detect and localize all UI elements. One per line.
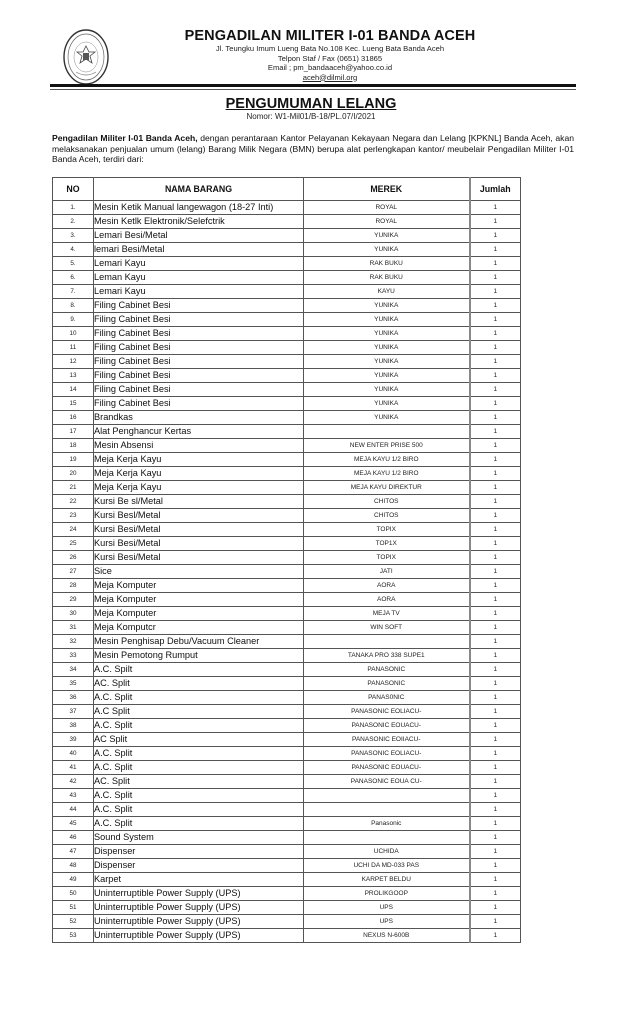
item-name: Meja Kerja Kayu (94, 467, 304, 481)
item-brand: YUNIKA (304, 355, 470, 369)
table-row (53, 467, 521, 481)
item-name: A.C. Split (94, 789, 304, 803)
table-row (53, 201, 521, 215)
row-number: 1. (53, 201, 94, 215)
item-quantity: 1 (470, 551, 521, 565)
item-name: Kursi Besi/Metal (94, 537, 304, 551)
item-brand: TOPIX (304, 523, 470, 537)
item-brand: ROYAL (304, 201, 470, 215)
item-quantity: 1 (470, 425, 521, 439)
item-name: Filing Cabinet Besi (94, 341, 304, 355)
item-brand: RAK BUKU (304, 271, 470, 285)
table-row (53, 453, 521, 467)
row-number: 17 (53, 425, 94, 439)
row-number: 15 (53, 397, 94, 411)
item-brand: TOPIX (304, 551, 470, 565)
table-row (53, 733, 521, 747)
item-quantity: 1 (470, 775, 521, 789)
table-row (53, 803, 521, 817)
item-brand: WIN SOFT (304, 621, 470, 635)
table-row (53, 887, 521, 901)
item-name: Filing Cabinet Besi (94, 299, 304, 313)
row-number: 45 (53, 817, 94, 831)
item-name: Filing Cabinet Besi (94, 327, 304, 341)
row-number: 49 (53, 873, 94, 887)
item-brand: KARPET BELDU (304, 873, 470, 887)
row-number: 6. (53, 271, 94, 285)
item-brand: YUNIKA (304, 299, 470, 313)
court-seal-logo-icon (62, 28, 110, 86)
item-quantity: 1 (470, 285, 521, 299)
table-row (53, 383, 521, 397)
row-number: 50 (53, 887, 94, 901)
item-quantity: 1 (470, 915, 521, 929)
row-number: 22 (53, 495, 94, 509)
table-row (53, 789, 521, 803)
header-no: NO (53, 178, 94, 201)
table-row (53, 369, 521, 383)
table-row (53, 565, 521, 579)
table-row (53, 579, 521, 593)
row-number: 27 (53, 565, 94, 579)
item-name: Mesin Ketlk Elektronik/Selefctrik (94, 215, 304, 229)
table-row (53, 761, 521, 775)
table-row (53, 915, 521, 929)
row-number: 32 (53, 635, 94, 649)
table-row (53, 285, 521, 299)
item-quantity: 1 (470, 873, 521, 887)
item-quantity: 1 (470, 327, 521, 341)
row-number: 16 (53, 411, 94, 425)
table-row (53, 257, 521, 271)
item-name: Filing Cabinet Besi (94, 397, 304, 411)
table-row (53, 327, 521, 341)
item-quantity: 1 (470, 229, 521, 243)
item-brand (304, 789, 470, 803)
item-quantity: 1 (470, 845, 521, 859)
item-name: Uninterruptible Power Supply (UPS) (94, 929, 304, 943)
item-name: Uninterruptible Power Supply (UPS) (94, 887, 304, 901)
item-brand: PANASONIC EOUACU- (304, 761, 470, 775)
header-divider-thin (50, 89, 576, 90)
row-number: 28 (53, 579, 94, 593)
item-quantity: 1 (470, 509, 521, 523)
item-quantity: 1 (470, 411, 521, 425)
organization-name: PENGADILAN MILITER I-01 BANDA ACEH (184, 28, 476, 44)
item-name: Meja Komputcr (94, 621, 304, 635)
row-number: 46 (53, 831, 94, 845)
item-quantity: 1 (470, 481, 521, 495)
items-table (52, 177, 521, 943)
row-number: 47 (53, 845, 94, 859)
row-number: 23 (53, 509, 94, 523)
row-number: 21 (53, 481, 94, 495)
item-quantity: 1 (470, 649, 521, 663)
item-quantity: 1 (470, 929, 521, 943)
table-row (53, 663, 521, 677)
row-number: 33 (53, 649, 94, 663)
table-row (53, 551, 521, 565)
row-number: 34 (53, 663, 94, 677)
item-quantity: 1 (470, 537, 521, 551)
row-number: 43 (53, 789, 94, 803)
item-quantity: 1 (470, 313, 521, 327)
item-quantity: 1 (470, 439, 521, 453)
row-number: 11 (53, 341, 94, 355)
item-brand: CHITOS (304, 495, 470, 509)
item-quantity: 1 (470, 453, 521, 467)
item-name: Lemari Kayu (94, 285, 304, 299)
item-quantity: 1 (470, 691, 521, 705)
table-row (53, 635, 521, 649)
item-brand: PANASONIC EOUACU- (304, 719, 470, 733)
row-number: 52 (53, 915, 94, 929)
row-number: 37 (53, 705, 94, 719)
item-quantity: 1 (470, 635, 521, 649)
intro-bold-org: Pengadilan Militer I-01 Banda Aceh, (52, 133, 198, 143)
row-number: 2. (53, 215, 94, 229)
row-number: 13 (53, 369, 94, 383)
item-name: Uninterruptible Power Supply (UPS) (94, 915, 304, 929)
item-name: AC. Split (94, 677, 304, 691)
item-brand: MEJA KAYU 1/2 BIRO (304, 453, 470, 467)
item-name: Sice (94, 565, 304, 579)
announcement-number: Nomor: W1-Mil01/B-18/PL.07/I/2021 (246, 112, 376, 121)
item-quantity: 1 (470, 621, 521, 635)
item-name: A.C. Spilt (94, 663, 304, 677)
table-row (53, 677, 521, 691)
item-quantity: 1 (470, 257, 521, 271)
item-quantity: 1 (470, 271, 521, 285)
table-row (53, 593, 521, 607)
item-brand (304, 831, 470, 845)
row-number: 5. (53, 257, 94, 271)
row-number: 42 (53, 775, 94, 789)
item-brand: MEJA TV (304, 607, 470, 621)
table-row (53, 397, 521, 411)
row-number: 38 (53, 719, 94, 733)
row-number: 51 (53, 901, 94, 915)
item-brand: UCHIDA (304, 845, 470, 859)
table-row (53, 355, 521, 369)
item-quantity: 1 (470, 803, 521, 817)
intro-text: dengan perantaraan Kantor Pelayanan Kekayaan Negara dan Lelang [KPKNL] Banda Aceh, akan melaksanakan penjualan umum (lelang) Barang Milik Negara (BMN) berupa alat perlengkapan kantor/ meubelair Pengadilan Militer I-01 Banda Aceh, terdiri dari: (52, 133, 575, 165)
row-number: 39 (53, 733, 94, 747)
table-row (53, 495, 521, 509)
item-brand: AORA (304, 593, 470, 607)
item-name: Sound System (94, 831, 304, 845)
item-brand: MEJA KAYU 1/2 BIRO (304, 467, 470, 481)
row-number: 9. (53, 313, 94, 327)
item-brand: YUNIKA (304, 369, 470, 383)
table-row (53, 509, 521, 523)
item-quantity: 1 (470, 369, 521, 383)
table-row (53, 649, 521, 663)
header-jumlah: Jumlah (470, 178, 521, 201)
item-brand: YUNIKA (304, 327, 470, 341)
item-quantity: 1 (470, 817, 521, 831)
row-number: 24 (53, 523, 94, 537)
item-name: Dispenser (94, 859, 304, 873)
item-brand: PANASONIC EOIIACU- (304, 733, 470, 747)
item-brand: YUNIKA (304, 229, 470, 243)
table-row (53, 719, 521, 733)
item-name: Kursi Besl/Metal (94, 509, 304, 523)
item-name: Mesin Pemotong Rumput (94, 649, 304, 663)
item-name: Dispenser (94, 845, 304, 859)
item-quantity: 1 (470, 523, 521, 537)
item-brand: TOP1X (304, 537, 470, 551)
item-quantity: 1 (470, 761, 521, 775)
item-brand: JATI (304, 565, 470, 579)
table-row (53, 439, 521, 453)
row-number: 18 (53, 439, 94, 453)
item-brand (304, 803, 470, 817)
item-brand: KAYU (304, 285, 470, 299)
item-name: Meja Kerja Kayu (94, 481, 304, 495)
item-quantity: 1 (470, 887, 521, 901)
table-row (53, 299, 521, 313)
item-name: Meja Kerja Kayu (94, 453, 304, 467)
table-row (53, 775, 521, 789)
row-number: 36 (53, 691, 94, 705)
header-divider-thick (50, 84, 576, 87)
header-nama-barang: NAMA BARANG (94, 178, 304, 201)
item-quantity: 1 (470, 341, 521, 355)
item-brand: RAK BUKU (304, 257, 470, 271)
item-name: Meja Komputer (94, 593, 304, 607)
item-brand: TANAKA PRO 338 SUPE1 (304, 649, 470, 663)
row-number: 48 (53, 859, 94, 873)
intro-paragraph (52, 133, 574, 165)
row-number: 7. (53, 285, 94, 299)
item-name: Uninterruptible Power Supply (UPS) (94, 901, 304, 915)
item-name: Kursi Besi/Metal (94, 551, 304, 565)
row-number: 30 (53, 607, 94, 621)
row-number: 41 (53, 761, 94, 775)
announcement-title: PENGUMUMAN LELANG (225, 96, 397, 112)
item-name: Meja Komputer (94, 607, 304, 621)
item-quantity: 1 (470, 705, 521, 719)
item-name: A.C. Split (94, 761, 304, 775)
item-quantity: 1 (470, 299, 521, 313)
item-brand: YUNIKA (304, 243, 470, 257)
table-row (53, 229, 521, 243)
item-brand (304, 425, 470, 439)
table-row (53, 341, 521, 355)
item-name: Meja Komputer (94, 579, 304, 593)
item-quantity: 1 (470, 467, 521, 481)
item-quantity: 1 (470, 201, 521, 215)
item-name: A.C. Split (94, 691, 304, 705)
item-brand: UPS (304, 901, 470, 915)
item-quantity: 1 (470, 789, 521, 803)
item-name: Kursi Besi/Metal (94, 523, 304, 537)
item-quantity: 1 (470, 243, 521, 257)
table-row (53, 621, 521, 635)
item-name: Filing Cabinet Besi (94, 355, 304, 369)
row-number: 35 (53, 677, 94, 691)
row-number: 12 (53, 355, 94, 369)
item-brand: YUNIKA (304, 383, 470, 397)
table-row (53, 691, 521, 705)
item-name: Leman Kayu (94, 271, 304, 285)
item-name: Filing Cabinet Besi (94, 313, 304, 327)
item-quantity: 1 (470, 677, 521, 691)
item-brand: PROLIKGOOP (304, 887, 470, 901)
row-number: 10 (53, 327, 94, 341)
item-brand: PANASONIC EOLIACU- (304, 705, 470, 719)
item-brand: ROYAL (304, 215, 470, 229)
item-quantity: 1 (470, 355, 521, 369)
item-name: Lemari Besi/Metal (94, 229, 304, 243)
header-merek: MEREK (304, 178, 470, 201)
table-row (53, 901, 521, 915)
item-brand: PANASONIC EOLIACU- (304, 747, 470, 761)
item-name: Filing Cabinet Besi (94, 369, 304, 383)
table-row (53, 537, 521, 551)
item-brand: Panasonic (304, 817, 470, 831)
item-brand: YUNIKA (304, 397, 470, 411)
item-name: A.C. Split (94, 817, 304, 831)
item-brand: PANAS0NIC (304, 691, 470, 705)
row-number: 3. (53, 229, 94, 243)
table-row (53, 831, 521, 845)
item-quantity: 1 (470, 901, 521, 915)
table-row (53, 523, 521, 537)
row-number: 25 (53, 537, 94, 551)
table-row (53, 705, 521, 719)
item-name: Karpet (94, 873, 304, 887)
item-name: A.C. Split (94, 747, 304, 761)
row-number: 14 (53, 383, 94, 397)
letterhead (140, 28, 520, 82)
row-number: 8. (53, 299, 94, 313)
row-number: 4. (53, 243, 94, 257)
item-name: Alat Penghancur Kertas (94, 425, 304, 439)
item-brand: YUNIKA (304, 341, 470, 355)
table-row (53, 747, 521, 761)
address-line: Jl. Teungku Imum Lueng Bata No.108 Kec. Lueng Bata Banda Aceh (215, 44, 445, 53)
item-quantity: 1 (470, 593, 521, 607)
table-row (53, 425, 521, 439)
row-number: 20 (53, 467, 94, 481)
item-brand: PANASONIC (304, 677, 470, 691)
website-link[interactable]: aceh@dilmil.org (302, 72, 358, 82)
item-name: Filing Cabinet Besi (94, 383, 304, 397)
item-name: AC Split (94, 733, 304, 747)
item-quantity: 1 (470, 607, 521, 621)
table-row (53, 817, 521, 831)
row-number: 53 (53, 929, 94, 943)
table-row (53, 243, 521, 257)
item-brand: PANASONIC (304, 663, 470, 677)
table-row (53, 873, 521, 887)
item-quantity: 1 (470, 663, 521, 677)
table-row (53, 411, 521, 425)
row-number: 40 (53, 747, 94, 761)
item-name: A.C Split (94, 705, 304, 719)
table-row (53, 215, 521, 229)
item-quantity: 1 (470, 747, 521, 761)
item-brand: YUNIKA (304, 411, 470, 425)
table-row (53, 481, 521, 495)
item-brand: AORA (304, 579, 470, 593)
phone-line: Telpon Staf / Fax (0651) 31865 (277, 53, 383, 63)
item-quantity: 1 (470, 719, 521, 733)
item-brand: NEXUS N-600B (304, 929, 470, 943)
item-name: Kursi Be sl/Metal (94, 495, 304, 509)
item-quantity: 1 (470, 495, 521, 509)
item-name: Lemari Kayu (94, 257, 304, 271)
item-quantity: 1 (470, 397, 521, 411)
table-row (53, 313, 521, 327)
item-name: lemari Besi/Metal (94, 243, 304, 257)
table-row (53, 859, 521, 873)
item-name: Mesin Ketik Manual langewagon (18-27 Inti) (94, 201, 304, 215)
row-number: 26 (53, 551, 94, 565)
table-row (53, 845, 521, 859)
row-number: 19 (53, 453, 94, 467)
item-name: A.C. Split (94, 803, 304, 817)
row-number: 29 (53, 593, 94, 607)
item-name: AC. Split (94, 775, 304, 789)
table-header-row (53, 178, 521, 201)
item-quantity: 1 (470, 215, 521, 229)
item-brand: PANASONIC EOUA CU- (304, 775, 470, 789)
item-quantity: 1 (470, 859, 521, 873)
item-quantity: 1 (470, 831, 521, 845)
item-brand: UPS (304, 915, 470, 929)
item-brand: CHITOS (304, 509, 470, 523)
item-quantity: 1 (470, 733, 521, 747)
table-row (53, 607, 521, 621)
item-brand: YUNIKA (304, 313, 470, 327)
table-row (53, 271, 521, 285)
item-quantity: 1 (470, 579, 521, 593)
item-quantity: 1 (470, 383, 521, 397)
email-line: Email ; pm_bandaaceh@yahoo.co.id (267, 63, 393, 72)
item-name: Mesin Absensi (94, 439, 304, 453)
item-brand: UCHI DA MD-033 PAS (304, 859, 470, 873)
item-brand (304, 635, 470, 649)
item-name: Mesin Penghisap Debu/Vacuum Cleaner (94, 635, 304, 649)
row-number: 31 (53, 621, 94, 635)
item-brand: MEJA KAYU DIREKTUR (304, 481, 470, 495)
item-name: Brandkas (94, 411, 304, 425)
item-name: A.C. Split (94, 719, 304, 733)
row-number: 44 (53, 803, 94, 817)
item-quantity: 1 (470, 565, 521, 579)
table-row (53, 929, 521, 943)
item-brand: NEW ENTER PRISE 500 (304, 439, 470, 453)
